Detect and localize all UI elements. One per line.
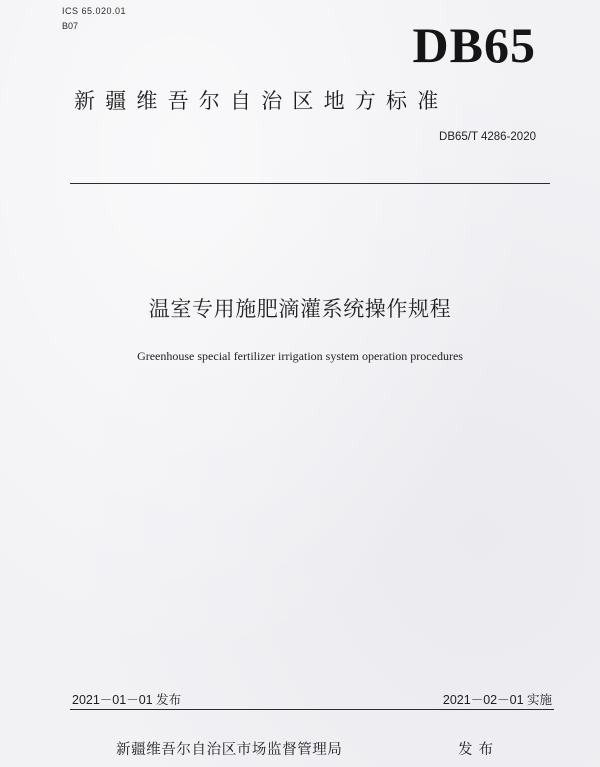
document-title-en: Greenhouse special fertilizer irrigation system operation procedures xyxy=(137,349,463,363)
standard-logo: DB65 xyxy=(412,17,536,73)
standard-type: 新疆维吾尔自治区地方标准 xyxy=(74,89,449,113)
ccs-code: B07 xyxy=(62,21,79,31)
implementation-date: 2021－02－01 实施 xyxy=(442,693,552,707)
standard-number: DB65/T 4286-2020 xyxy=(439,131,536,143)
header-divider xyxy=(70,183,550,184)
document-title-zh: 温室专用施肥滴灌系统操作规程 xyxy=(148,297,452,321)
issue-date: 2021－01－01 发布 xyxy=(72,693,182,707)
publish-label: 发布 xyxy=(458,742,499,758)
footer-divider xyxy=(70,709,554,710)
issuing-authority: 新疆维吾尔自治区市场监督管理局 xyxy=(116,742,343,758)
ics-code: ICS 65.020.01 xyxy=(62,6,127,16)
